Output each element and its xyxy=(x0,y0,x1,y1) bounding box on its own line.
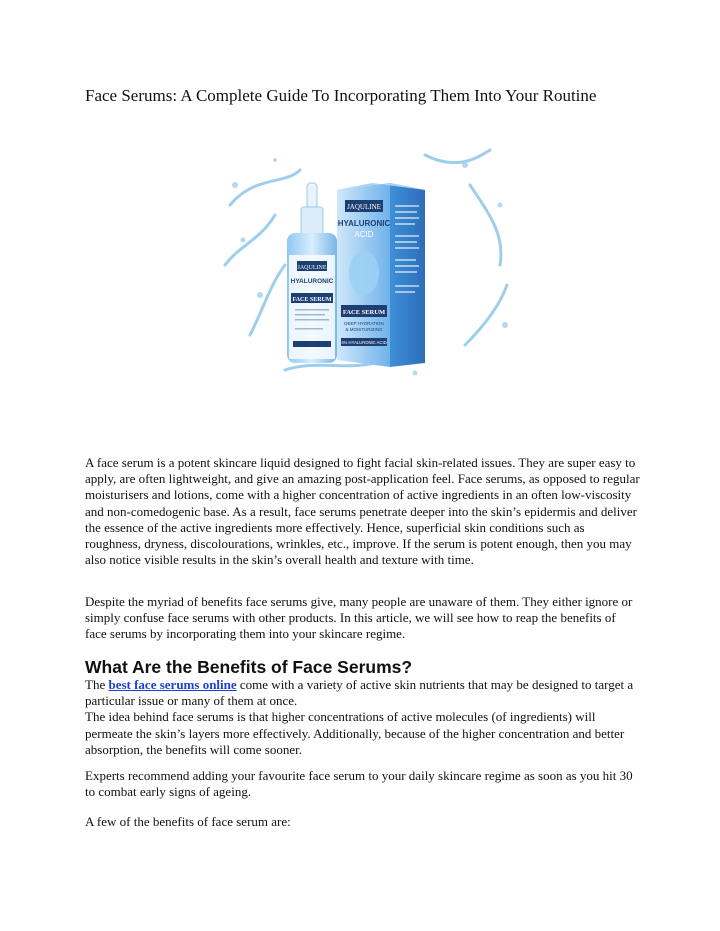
benefits-text-after-link: come with a variety of active skin nutrients that may be designed to target a particular issue or many of them at once. xyxy=(85,677,634,709)
page-title: Face Serums: A Complete Guide To Incorporating Them Into Your Routine xyxy=(85,86,597,105)
svg-text:FACE SERUM: FACE SERUM xyxy=(342,309,386,316)
product-image xyxy=(215,145,515,385)
best-face-serums-link[interactable]: best face serums online xyxy=(108,677,237,692)
intro-paragraph: A face serum is a potent skincare liquid designed to fight facial skin-related issues. They are super easy to apply, are often lightweight, and give an amazing post-application feel. Face serums, as opposed to regular moisturisers and lotions, come with a higher concentration of active ingredients in an often low-viscosity and non-comedogenic base. As a result, face serums penetrate deeper into the skin’s epidermis and deliver the essence of the active ingredients more effectively. Hence, superficial skin conditions such as roughness, dryness, discolourations, wrinkles, etc., improve. If the serum is potent enough, then you may also notice visible results in the skin’s overall health and texture with time. xyxy=(85,455,640,568)
benefits-text-before-link: The xyxy=(85,677,109,692)
box-brand-text: JAQULINE xyxy=(347,203,381,211)
svg-text:JAQULINE: JAQULINE xyxy=(297,265,327,271)
svg-text:& MOISTURIZING: & MOISTURIZING xyxy=(345,327,383,332)
svg-text:HYALURONIC: HYALURONIC xyxy=(337,219,391,228)
serum-bottle xyxy=(287,183,337,363)
serum-product-illustration xyxy=(215,145,515,385)
benefits-paragraph xyxy=(85,677,640,758)
svg-text:ACID: ACID xyxy=(354,230,374,239)
second-paragraph: Despite the myriad of benefits face serums give, many people are unaware of them. They either ignore or simply confuse face serums with other products. In this article, we will see how to reap the benefits of face serums by incorporating them into your skincare regime. xyxy=(85,594,633,642)
benefits-paragraph-continued: The idea behind face serums is that higher concentrations of active molecules (of ingredients) will permeate the skin’s layers more effectively. Additionally, because of the higher concentration and better absorption, the benefits will come sooner. xyxy=(85,709,625,757)
svg-text:HYALURONIC: HYALURONIC xyxy=(290,278,334,285)
svg-text:4% HYALURONIC ACID: 4% HYALURONIC ACID xyxy=(341,340,387,345)
svg-text:FACE SERUM: FACE SERUM xyxy=(292,297,332,303)
experts-paragraph: Experts recommend adding your favourite face serum to your daily skincare regime as soon as you hit 30 to combat early signs of ageing. xyxy=(85,768,633,800)
benefits-heading: What Are the Benefits of Face Serums? xyxy=(85,657,413,677)
svg-text:DEEP HYDRATION: DEEP HYDRATION xyxy=(344,321,384,326)
few-benefits-paragraph: A few of the benefits of face serum are: xyxy=(85,814,291,829)
product-box xyxy=(337,183,425,367)
